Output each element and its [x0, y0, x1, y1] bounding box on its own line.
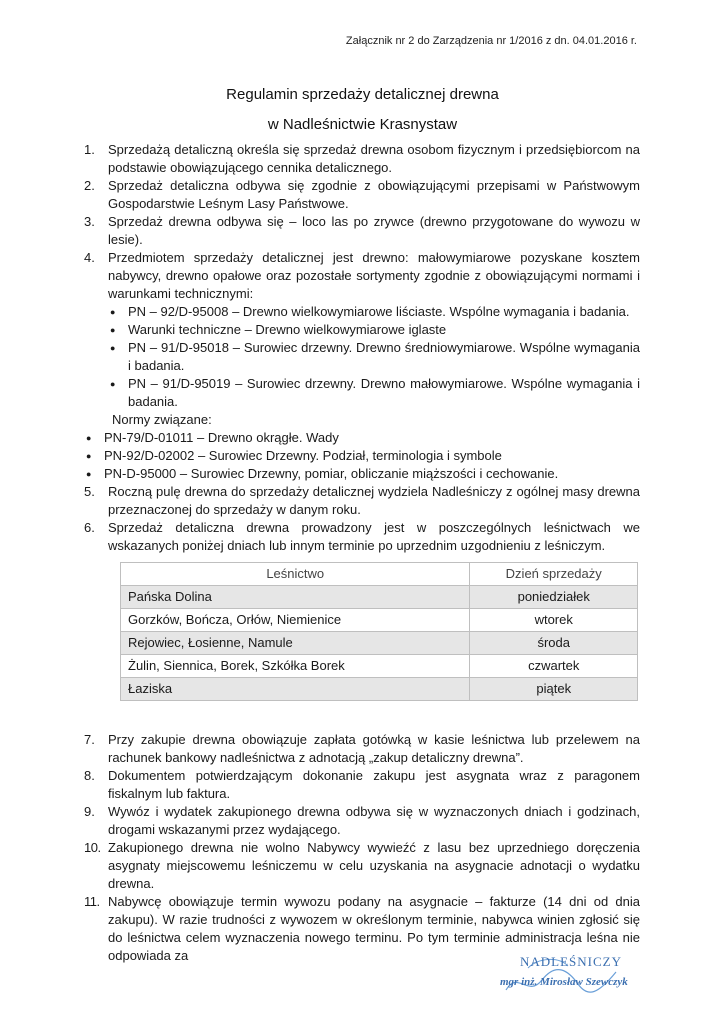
table-row	[121, 586, 638, 609]
table-row	[121, 655, 638, 678]
signature-name: mgr inż. Mirosław Szewczyk	[500, 976, 628, 988]
norms-list	[108, 303, 640, 411]
related-norm-item: ● PN-92/D-02002 – Surowiec Drzewny. Podział, terminologia i symbole	[84, 447, 640, 465]
item-text: Sprzedaż drewna odbywa się – loco las po zrywce (drewno przygotowane do wywozu w lesie).	[108, 214, 640, 247]
item-number: 1.	[84, 142, 95, 157]
regulation-item-5	[84, 483, 640, 519]
cell-dzien: poniedziałek	[470, 586, 638, 609]
regulation-item-9	[84, 803, 640, 839]
table-row	[121, 632, 638, 655]
item-number: 11.	[84, 894, 100, 909]
signature-title: NADLEŚNICZY	[520, 954, 622, 969]
regulation-item-2	[84, 177, 640, 213]
item-text: Roczną pulę drewna do sprzedaży detalicznej wydziela Nadleśniczy z ogólnej masy drewna przeznaczonej do sprzedaży w danym roku.	[108, 484, 640, 517]
norm-item: ● PN – 91/D-95018 – Surowiec drzewny. Drewno średniowymiarowe. Wspólne wymagania i badania.	[108, 339, 640, 375]
item-text: Sprzedażą detaliczną określa się sprzedaż drewna osobom fizycznym i przedsiębiorcom na podstawie obowiązującego cennika detalicznego.	[108, 142, 640, 175]
item-text: Zakupionego drewna nie wolno Nabywcy wywieźć z lasu bez uprzedniego doręczenia asygnaty miejscowemu leśniczemu w celu uzyskania na asygnacie adnotacji o wydatku drewna.	[108, 840, 640, 891]
signature-stamp	[498, 950, 638, 1000]
column-header-lesnictwo: Leśnictwo	[121, 563, 470, 586]
cell-lesnictwo: Rejowiec, Łosienne, Namule	[121, 632, 470, 655]
cell-dzien: czwartek	[470, 655, 638, 678]
sales-schedule-table	[120, 562, 638, 701]
table-row	[121, 678, 638, 701]
regulation-item-1	[84, 141, 640, 177]
norm-item: ● PN – 91/D-95019 – Surowiec drzewny. Drewno małowymiarowe. Wspólne wymagania i badania.	[108, 375, 640, 411]
item-text: Nabywcę obowiązuje termin wywozu podany na asygnacie – fakturze (14 dni od dnia zakupu). W razie trudności z wywozem w określonym terminie, nabywca winien zgłosić się do leśnictwa celem wyznaczenia nowego terminu. Po tym terminie administracja leśna nie odpowiada za	[108, 894, 640, 963]
regulation-item-8	[84, 767, 640, 803]
item-text: Przy zakupie drewna obowiązuje zapłata gotówką w kasie leśnictwa lub przelewem na rachunek bankowy nadleśnictwa z adnotacją „zakup detaliczny drewna”.	[108, 732, 640, 765]
norm-item: ● PN – 92/D-95008 – Drewno wielkowymiarowe liściaste. Wspólne wymagania i badania.	[108, 303, 640, 321]
related-norms-list	[84, 429, 640, 483]
item-number: 7.	[84, 732, 95, 747]
cell-dzien: wtorek	[470, 609, 638, 632]
header-note: Załącznik nr 2 do Zarządzenia nr 1/2016 z dn. 04.01.2016 r.	[345, 35, 637, 47]
cell-lesnictwo: Pańska Dolina	[121, 586, 470, 609]
regulation-item-10	[84, 839, 640, 893]
item-number: 8.	[84, 768, 95, 783]
norm-item: ● Warunki techniczne – Drewno wielkowymiarowe iglaste	[108, 321, 640, 339]
item-text: Sprzedaż detaliczna odbywa się zgodnie z obowiązującymi przepisami w Państwowym Gospodarstwie Leśnym Lasy Państwowe.	[108, 178, 640, 211]
table-header-row	[121, 563, 638, 586]
cell-dzien: środa	[470, 632, 638, 655]
cell-dzien: piątek	[470, 678, 638, 701]
regulation-item-4	[84, 249, 640, 411]
regulation-item-3	[84, 213, 640, 249]
item-number: 6.	[84, 520, 95, 535]
related-norm-item: ● PN-D-95000 – Surowiec Drzewny, pomiar, obliczanie miąższości i cechowanie.	[84, 465, 640, 483]
item-number: 10.	[84, 840, 101, 855]
item-number: 4.	[84, 250, 95, 265]
item-text: Wywóz i wydatek zakupionego drewna odbywa się w wyznaczonych dniach i godzinach, drogami wskazanymi przez wydającego.	[108, 804, 640, 837]
cell-lesnictwo: Żulin, Siennica, Borek, Szkółka Borek	[121, 655, 470, 678]
item-number: 3.	[84, 214, 95, 229]
regulation-content	[84, 141, 640, 965]
column-header-dzien: Dzień sprzedaży	[470, 563, 638, 586]
regulation-item-6	[84, 519, 640, 555]
related-norms-label: Normy związane:	[112, 412, 212, 427]
document-subtitle: w Nadleśnictwie Krasnystaw	[267, 116, 458, 133]
item-text: Dokumentem potwierdzającym dokonanie zakupu jest asygnata wraz z paragonem fiskalnym lub faktura.	[108, 768, 640, 801]
document-title: Regulamin sprzedaży detalicznej drewna	[226, 86, 499, 103]
item-text: Sprzedaż detaliczna drewna prowadzony jest w poszczególnych leśnictwach we wskazanych poniżej dniach lub innym terminie po uprzednim uzgodnieniu z leśniczym.	[108, 520, 640, 553]
cell-lesnictwo: Gorzków, Bończa, Orłów, Niemienice	[121, 609, 470, 632]
item-number: 9.	[84, 804, 95, 819]
cell-lesnictwo: Łaziska	[121, 678, 470, 701]
item-number: 5.	[84, 484, 95, 499]
item-text: Przedmiotem sprzedaży detalicznej jest drewno: małowymiarowe pozyskane kosztem nabywcy, drewno opałowe oraz pozostałe sortymenty zgodnie z obowiązującymi normami i warunkami technicznymi:	[108, 250, 640, 301]
table-row	[121, 609, 638, 632]
regulation-item-7	[84, 731, 640, 767]
item-number: 2.	[84, 178, 95, 193]
related-norm-item: ● PN-79/D-01011 – Drewno okrągłe. Wady	[84, 429, 640, 447]
